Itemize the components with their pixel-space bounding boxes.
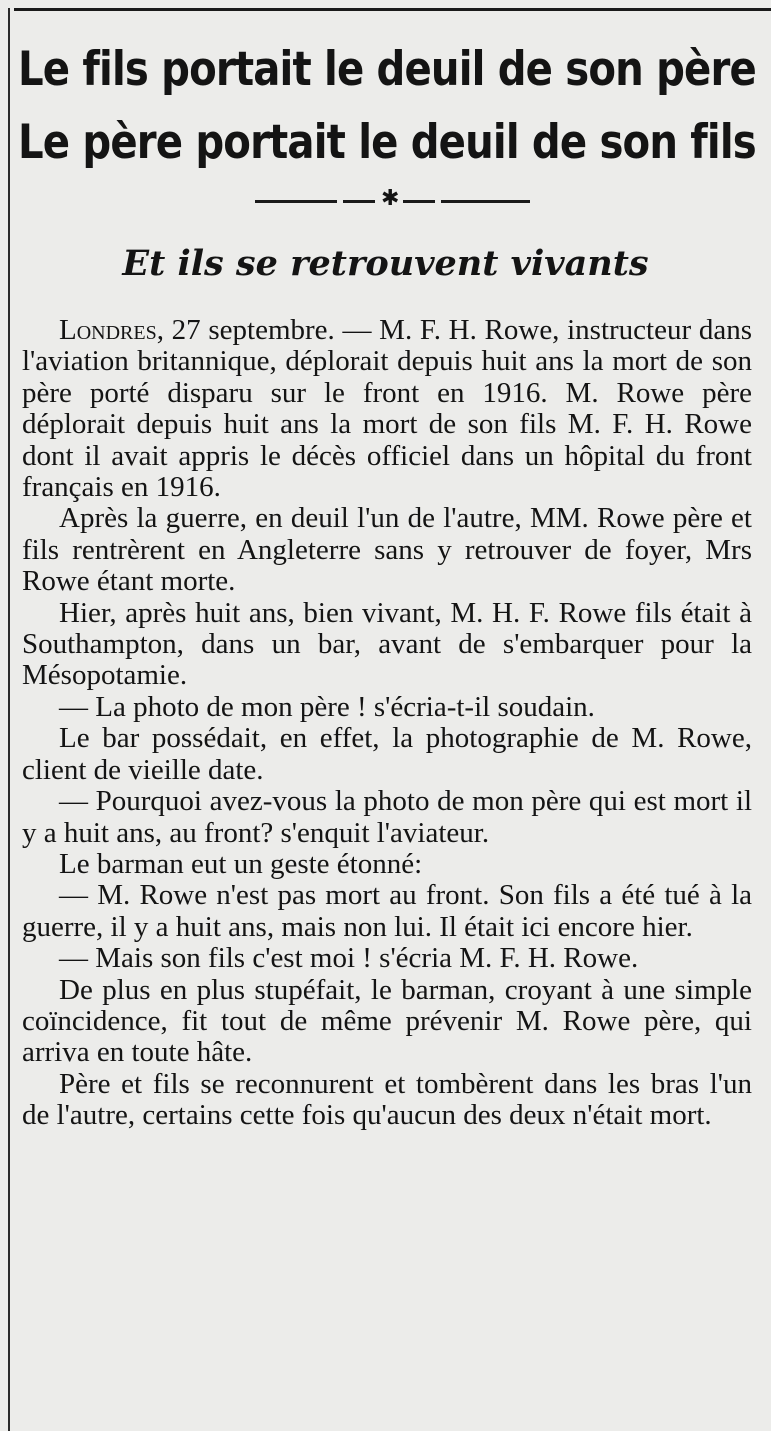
dateline-paragraph bbox=[22, 315, 752, 503]
star-icon: ✱ bbox=[381, 186, 400, 211]
ornament-line-right bbox=[441, 200, 530, 203]
paragraph: Le barman eut un geste étonné: bbox=[59, 847, 423, 880]
dateline-city: Londres bbox=[59, 314, 157, 346]
paragraph: Père et fils se reconnurent et tombèrent dans les bras l'un de l'autre, certains cette fois qu'aucun des deux n'était mort. bbox=[22, 1067, 752, 1132]
paragraph: — La photo de mon père ! s'écria-t-il soudain. bbox=[59, 690, 595, 723]
paragraph: — Pourquoi avez-vous la photo de mon père qui est mort il y a huit ans, au front? s'enquit l'aviateur. bbox=[22, 785, 752, 849]
paragraph: Le bar possédait, en effet, la photographie de M. Rowe, client de vieille date. bbox=[22, 722, 752, 786]
top-rule bbox=[14, 8, 771, 11]
ornament-line-left-short bbox=[343, 200, 375, 203]
paragraph: De plus en plus stupéfait, le barman, croyant à une simple coïncidence, fit tout de même prévenir M. Rowe père, qui arriva en toute hâte. bbox=[22, 973, 752, 1069]
paragraph: — M. Rowe n'est pas mort au front. Son fils a été tué à la guerre, il y a huit ans, mais non lui. Il était ici encore hier. bbox=[22, 879, 752, 943]
article-body bbox=[22, 315, 752, 1132]
ornament-line-left bbox=[255, 200, 337, 203]
ornament-divider bbox=[255, 186, 530, 211]
article-subtitle: Et ils se retrouvent vivants bbox=[122, 243, 649, 284]
ornament-line-right-short bbox=[403, 200, 435, 203]
headline-line-2: Le père portait le deuil de son fils bbox=[18, 115, 756, 170]
paragraph: Après la guerre, en deuil l'un de l'autre, MM. Rowe père et fils rentrèrent en Angleterre sans y retrouver de foyer, Mrs Rowe étant morte. bbox=[22, 502, 752, 598]
left-rule bbox=[8, 8, 10, 1431]
headline-line-1: Le fils portait le deuil de son père bbox=[18, 42, 756, 97]
paragraph: Hier, après huit ans, bien vivant, M. H. F. Rowe fils était à Southampton, dans un bar, avant de s'embarquer pour la Mésopotamie. bbox=[22, 596, 752, 692]
paragraph: — Mais son fils c'est moi ! s'écria M. F. H. Rowe. bbox=[59, 942, 639, 975]
dateline-text: , 27 septembre. — M. F. H. Rowe, instructeur dans l'aviation britannique, déplorait depuis huit ans la mort de son père porté disparu sur le front en 1916. M. Rowe père déplorait depuis huit ans la mort de son fils M. F. H. Rowe dont il avait appris le décès officiel dans un hôpital du front français en 1916. bbox=[22, 314, 752, 504]
